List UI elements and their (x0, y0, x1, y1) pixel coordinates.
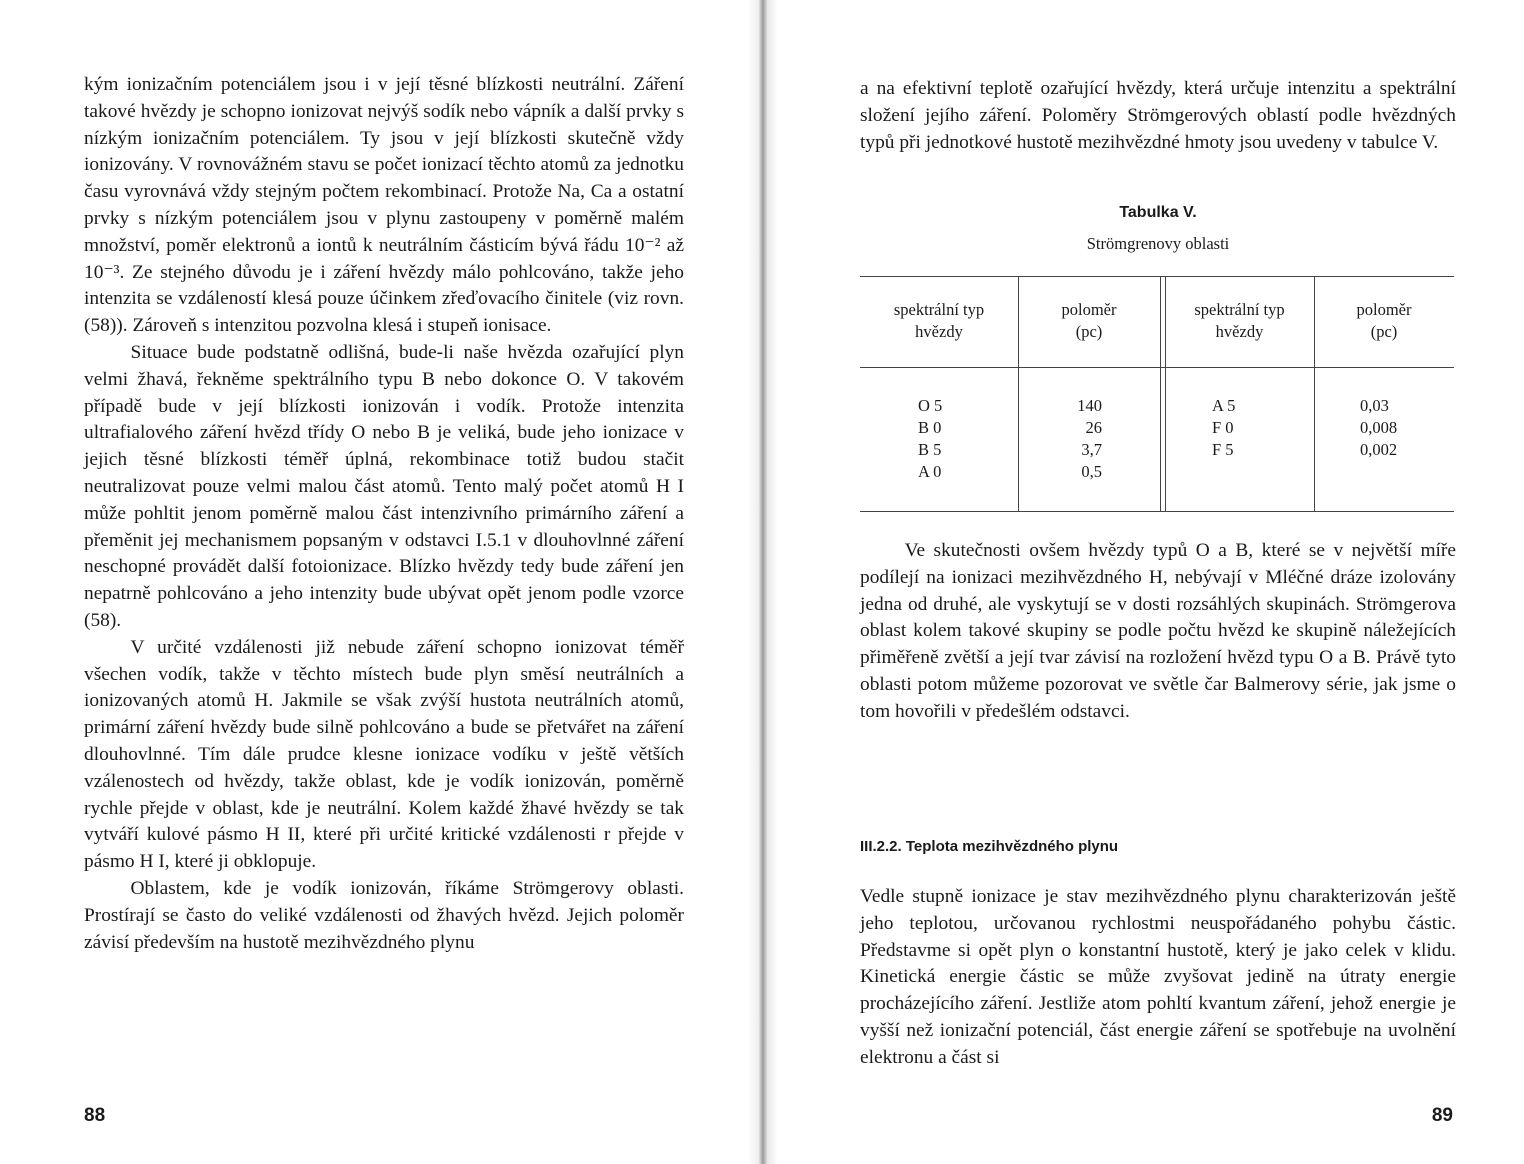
right-bottom-text (860, 884, 1456, 1072)
header-radius-2: poloměr (pc) (1356, 300, 1412, 341)
section-heading: III.2.2. Teplota mezihvězdného plynu (860, 838, 1119, 855)
column-spectral-types-1: O 5 B 0 B 5 A 0 (918, 396, 943, 481)
right-paragraph-after-table: Ve skutečnosti ovšem hvězdy typů O a B, které se v největší míře podílejí na ionizaci mezihvězdného H, nebývají v Mléčné dráze izolovány jedna od druhé, ale vyskytují se v dosti rozsáhlých skupinách. Strömgerova oblast kolem takové skupiny se podle počtu hvězd ke skupině náležejících přiměřeně zvětší a její tvar závisí na rozložení hvězd typu O a B. Právě tyto oblasti potom můžeme pozorovat ve světle čar Balmerovy série, jak jsme o tom hovořili v předešlém odstavci. (860, 540, 1456, 722)
header-radius-1: poloměr (pc) (1061, 300, 1117, 341)
column-spectral-types-2: A 5 F 0 F 5 (1212, 396, 1236, 459)
right-page (778, 0, 1524, 1164)
left-page-text (84, 72, 684, 956)
right-section-paragraph: Vedle stupně ionizace je stav mezihvězdného plynu charakterizován ještě jeho teplotou, určovanou rychlostmi neuspořádaného pohybu částic. Představme si opět plyn o konstantní hustotě, který je jako celek v klidu. Kinetická energie částic se může zvyšovat jedině na útraty energie procházejícího záření. Jestliže atom pohltí kvantum záření, jehož energie je vyšší než ionizační potenciál, část energie záření se spotřebuje na uvolnění elektronu a část si (860, 886, 1456, 1068)
right-intro-paragraph: a na efektivní teplotě ozařující hvězdy, která určuje intenzitu a spektrální složení jejího záření. Poloměry Strömgerových oblastí podle hvězdných typů při jednotkové hustotě mezihvězdné hmoty jsou uvedeny v tabulce V. (860, 78, 1456, 153)
table-title: Tabulka V. (1119, 204, 1197, 221)
header-spectral-type-2: spektrální typ hvězdy (1194, 300, 1285, 341)
left-page (0, 0, 748, 1164)
table-divider (1160, 277, 1161, 511)
header-spectral-type-1: spektrální typ hvězdy (893, 300, 985, 341)
left-page-number: 88 (84, 1105, 106, 1126)
left-paragraph-2: Situace bude podstatně odlišná, bude-li naše hvězda ozařující plyn velmi žhavá, řekněme spektrálního typu B nebo dokonce O. V takovém případě bude v její blízkosti ionizován i vodík. Protože intenzita ultrafialového záření hvězd třídy O nebo B je veliká, bude jeho ionizace v jejich těsné blízkosti téměř úplná, rekombinace totiž budou stačit neutralizovat pouze velmi malou část atomů. Tento malý počet atomů H I může pohltit jenom poměrně malou část intenzivního primárního záření a přeměnit jej mechanismem popsaným v odstavci I.5.1 v dlouhovlnné záření neschopné provádět další fotoionizace. Blízko hvězdy tedy bude záření jen nepatrně pohlcováno a jeho intenzity bude ubývat opět jenom podle vzorce (58). (84, 341, 684, 631)
left-paragraph-1: kým ionizačním potenciálem jsou i v její těsné blízkosti neutrální. Záření takové hvězdy je schopno ionizovat nejvýš sodík nebo vápník a další prvky s nízkým ionizačním potenciálem. Ty jsou v její blízkosti skutečně vždy ionizovány. V rovnovážném stavu se počet ionizací těchto atomů za jednotku času vyrovnává vždy stejným počtem rekombinací. Protože Na, Ca a ostatní prvky s nízkým potenciálem jsou v plynu zastoupeny v poměrně malém množství, poměr elektronů a iontů k neutrálním částicím bývá řádu 10⁻² až 10⁻³. Ze stejného důvodu je i záření hvězdy málo pohlcováno, takže jeho intenzita se vzdáleností klesá pouze účinkem zřeďovacího činitele (viz rovn. (58)). Zároveň s intenzitou pozvolna klesá i stupeň ionisace. (84, 74, 684, 337)
column-radii-2: 0,03 0,008 0,002 (1360, 396, 1398, 459)
table-caption (860, 204, 1456, 254)
table-subtitle: Strömgrenovy oblasti (1086, 234, 1230, 253)
right-intro (860, 76, 1456, 156)
column-radii-1: 140 26 3,7 0,5 (1077, 396, 1102, 481)
left-paragraph-4: Oblastem, kde je vodík ionizován, říkáme Strömgerovy oblasti. Prostírají se často do veliké vzdálenosti od žhavých hvězd. Jejich poloměr závisí především na hustotě mezihvězdného plynu (84, 877, 684, 953)
book-gutter (748, 0, 778, 1164)
table-header-rule (860, 367, 1454, 368)
stromgren-table (860, 276, 1454, 512)
right-page-number: 89 (1431, 1105, 1453, 1126)
right-middle-text (860, 538, 1456, 726)
left-paragraph-3: V určité vzdálenosti již nebude záření schopno ionizovat téměř všechen vodík, takže v těchto místech bude plyn směsí neutrálních a ionizovaných atomů H. Jakmile se však zvýší hustota neutrálních atomů, primární záření hvězdy bude silně pohlcováno a bude se přetvářet na záření dlouhovlnné. Tím dále prudce klesne ionizace vodíku v ještě větších vzálenostech od hvězdy, takže oblast, kde je vodík ionizován, poměrně rychle přejde v oblast, kde je neutrální. Kolem každé žhavé hvězdy se tak vytváří kulové pásmo H II, které při určité kritické vzdálenosti r přejde v pásmo H I, které ji obklopuje. (84, 636, 684, 873)
